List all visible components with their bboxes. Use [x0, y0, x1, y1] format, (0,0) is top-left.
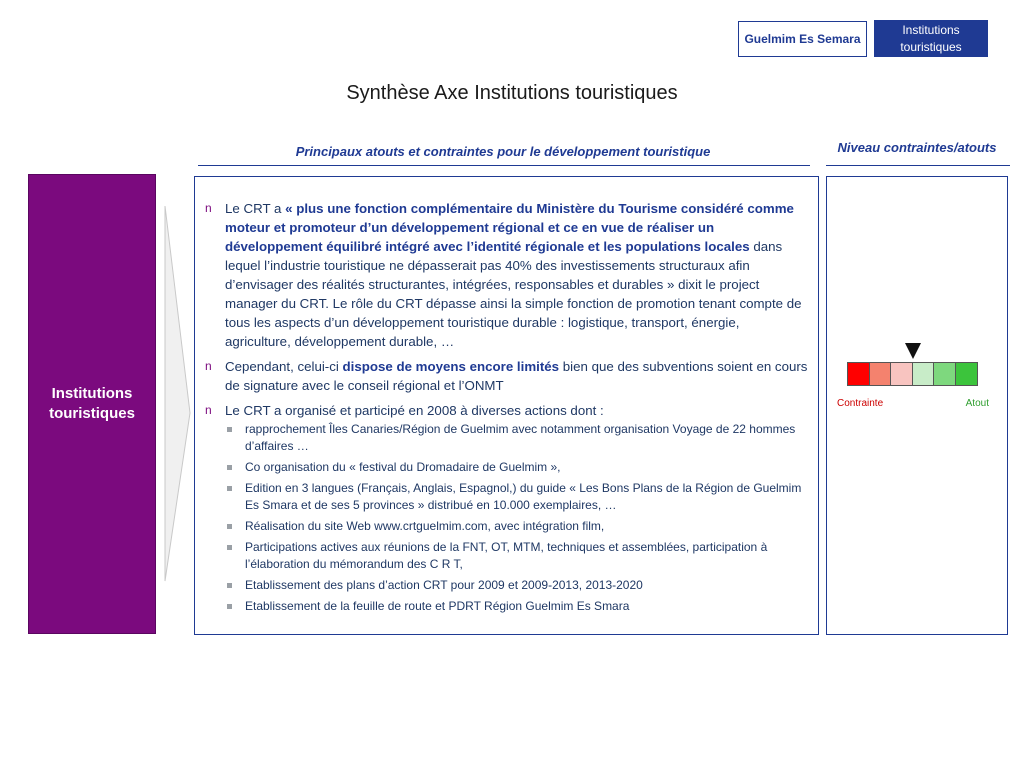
level-marker-icon [905, 343, 921, 359]
list-item: Etablissement des plans d’action CRT pour 2009 et 2009-2013, 2013-2020 [225, 577, 808, 594]
divider-left [198, 165, 810, 166]
scale-cell [934, 363, 956, 385]
list-item: rapprochement Îles Canaries/Région de Guelmim avec notamment organisation Voyage de 22 hommes d’affaires … [225, 421, 808, 455]
region-tag[interactable]: Guelmim Es Semara [738, 21, 867, 57]
divider-right [826, 165, 1010, 166]
scale-cell [891, 363, 913, 385]
p1-bold: « plus une fonction complémentaire du Ministère du Tourisme considéré comme moteur et promoteur d’un développement régional et ce en vue de réaliser un développement équilibré intégré avec l’identité régionale et les populations locales [225, 201, 794, 254]
list-item: Co organisation du « festival du Dromadaire de Guelmim », [225, 459, 808, 476]
bullet-icon: n [205, 359, 212, 373]
square-bullet-icon [227, 465, 232, 470]
scale-low-label: Contrainte [837, 398, 884, 409]
list-item: Edition en 3 langues (Français, Anglais, Espagnol,) du guide « Les Bons Plans de la Région de Guelmim Es Smara et de ses 5 provinces » distribué en 10.000 exemplaires, … [225, 480, 808, 514]
p2-bold: dispose de moyens encore limités [342, 359, 560, 374]
square-bullet-icon [227, 604, 232, 609]
chevron-arrow-icon [164, 176, 192, 596]
content-panel [194, 176, 819, 635]
list-item: Réalisation du site Web www.crtguelmim.com, avec intégration film, [225, 518, 808, 535]
side-label: Institutions touristiques [49, 385, 135, 422]
bullet-icon: n [205, 201, 212, 215]
p1-pre: Le CRT a [225, 201, 286, 216]
scale-cell [848, 363, 870, 385]
side-label-box [28, 174, 156, 634]
scale-high-label: Atout [965, 398, 989, 409]
institution-tag[interactable]: Institutions touristiques [874, 20, 988, 57]
page-title: Synthèse Axe Institutions touristiques [346, 82, 678, 104]
square-bullet-icon [227, 427, 232, 432]
square-bullet-icon [227, 583, 232, 588]
subhead-right: Niveau contraintes/atouts [837, 140, 997, 155]
scale-cell [913, 363, 935, 385]
subhead-left: Principaux atouts et contraintes pour le développement touristique [295, 144, 711, 159]
p2-pre: Cependant, celui-ci [225, 359, 343, 374]
p2-post: bien que des subventions soient en cours de signature avec le conseil régional et l’ONMT [225, 359, 808, 393]
level-scale [847, 362, 978, 386]
paragraph-1 [205, 199, 808, 351]
scale-cell [870, 363, 892, 385]
square-bullet-icon [227, 545, 232, 550]
bullet-icon: n [205, 403, 212, 417]
p1-post: dans lequel l’industrie touristique ne dépasserait pas 40% des investissements structuraux afin d’envisager des réalités structurantes, intégrées, responsables et durables » dixit le project manager du CRT. Le rôle du CRT dépasse ainsi la simple fonction de promotion tenant compte de tous les aspects d’un développement touristique durable : logistique, transport, énergie, agriculture, développement durable, … [225, 239, 802, 349]
square-bullet-icon [227, 524, 232, 529]
scale-cell [956, 363, 978, 385]
square-bullet-icon [227, 486, 232, 491]
paragraph-2 [205, 357, 808, 395]
actions-list [225, 421, 808, 615]
scale-panel [826, 176, 1008, 635]
list-item: Participations actives aux réunions de la FNT, OT, MTM, techniques et assemblées, participation à l’élaboration du mémorandum des C R T, [225, 539, 808, 573]
list-item: Etablissement de la feuille de route et PDRT Région Guelmim Es Smara [225, 598, 808, 615]
paragraph-3 [205, 401, 808, 615]
p3-text: Le CRT a organisé et participé en 2008 à diverses actions dont : [225, 403, 604, 418]
